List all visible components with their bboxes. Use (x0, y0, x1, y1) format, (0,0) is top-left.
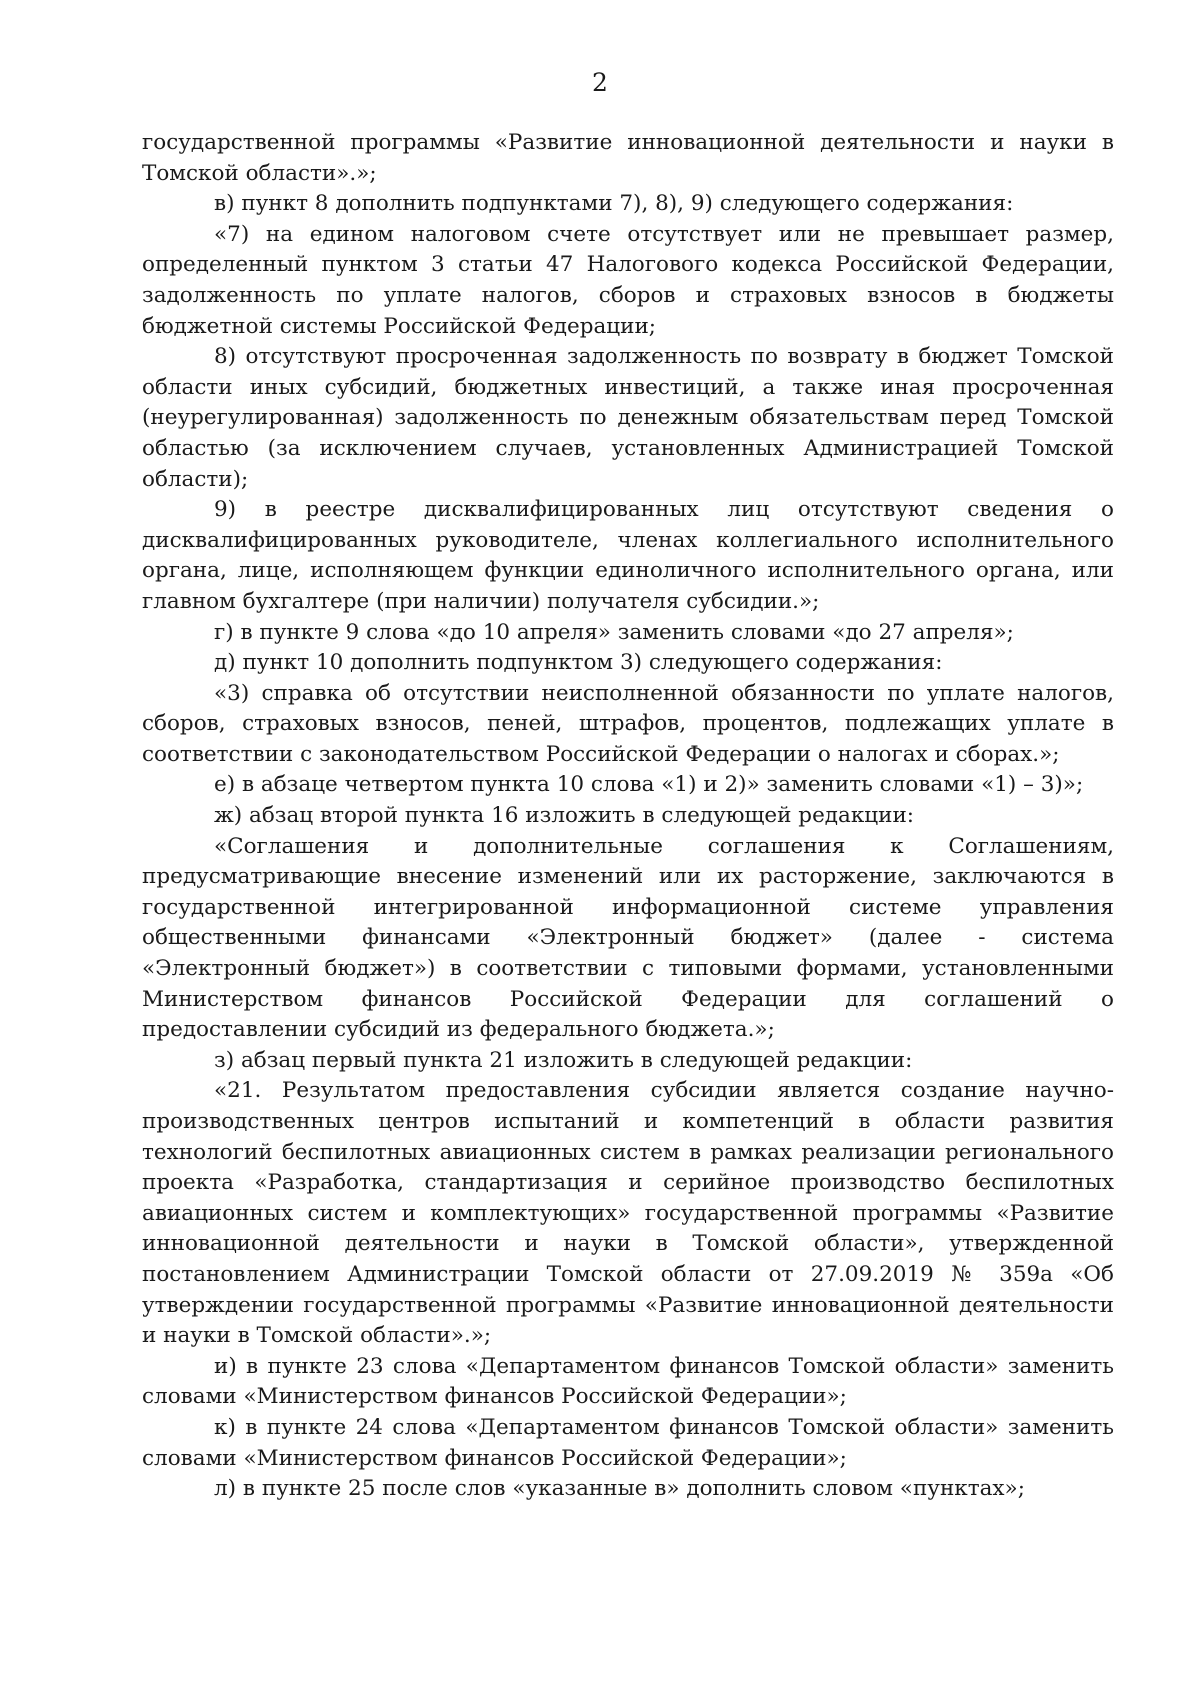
paragraph-item-z: з) абзац первый пункта 21 изложить в следующей редакции: (214, 1047, 913, 1073)
paragraph-subitem-7: «7) на едином налоговом счете отсутствует или не превышает размер, определенный пунктом 3 статьи 47 Налогового кодекса Российской Федерации, задолженность по уплате налогов, сборов и страховых взносов в бюджеты бюджетной системы Российской Федерации; (142, 221, 1114, 339)
paragraph-item-l: л) в пункте 25 после слов «указанные в» дополнить словом «пунктах»; (214, 1476, 1025, 1502)
paragraph-subitem-8: 8) отсутствуют просроченная задолженность по возврату в бюджет Томской области иных субсидий, бюджетных инвестиций, а также иная просроченная (неурегулированная) задолженность по денежным обязательствам перед Томской областью (за исключением случаев, установленных Администрацией Томской области); (142, 344, 1114, 492)
paragraph-agreements: «Соглашения и дополнительные соглашения к Соглашениям, предусматривающие внесение изменений или их расторжение, заключаются в государственной интегрированной информационной системе управления общественными финансами «Электронный бюджет» (далее - система «Электронный бюджет») в соответствии с типовыми формами, установленными Министерством финансов Российской Федерации для соглашений о предоставлении субсидий из федерального бюджета.»; (142, 833, 1114, 1043)
paragraph-item-g: г) в пункте 9 слова «до 10 апреля» заменить словами «до 27 апреля»; (214, 619, 1014, 645)
paragraph-item-i: и) в пункте 23 слова «Департаментом финансов Томской области» заменить словами «Министерством финансов Российской Федерации»; (142, 1353, 1114, 1410)
paragraph-item-d: д) пункт 10 дополнить подпунктом 3) следующего содержания: (214, 650, 943, 676)
page-number: 2 (592, 68, 608, 97)
paragraph-clause-21: «21. Результатом предоставления субсидии является создание научно-производственных центров испытаний и компетенций в области развития технологий беспилотных авиационных систем в рамках реализации регионального проекта «Разработка, стандартизация и серийное производство беспилотных авиационных систем и комплектующих» государственной программы «Развитие инновационной деятельности и науки в Томской области», утвержденной постановлением Администрации Томской области от 27.09.2019 № 359а «Об утверждении государственной программы «Развитие инновационной деятельности и науки в Томской области».»; (142, 1078, 1114, 1349)
paragraph-item-k: к) в пункте 24 слова «Департаментом финансов Томской области» заменить словами «Министерством финансов Российской Федерации»; (142, 1414, 1114, 1471)
paragraph-subitem-3: «3) справка об отсутствии неисполненной обязанности по уплате налогов, сборов, страховых взносов, пеней, штрафов, процентов, подлежащих уплате в соответствии с законодательством Российской Федерации о налогах и сборах.»; (142, 680, 1114, 767)
document-body (142, 128, 1114, 1505)
paragraph-item-zh: ж) абзац второй пункта 16 изложить в следующей редакции: (214, 803, 915, 829)
paragraph-continuation: государственной программы «Развитие инновационной деятельности и науки в Томской области».»; (142, 130, 1114, 186)
paragraph-item-e: е) в абзаце четвертом пункта 10 слова «1) и 2)» заменить словами «1) – 3)»; (214, 772, 1084, 798)
paragraph-subitem-9: 9) в реестре дисквалифицированных лиц отсутствуют сведения о дисквалифицированных руководителе, членах коллегиального исполнительного органа, лице, исполняющем функции единоличного исполнительного органа, или главном бухгалтере (при наличии) получателя субсидии.»; (142, 497, 1114, 614)
paragraph-item-v: в) пункт 8 дополнить подпунктами 7), 8), 9) следующего содержания: (214, 191, 1014, 217)
